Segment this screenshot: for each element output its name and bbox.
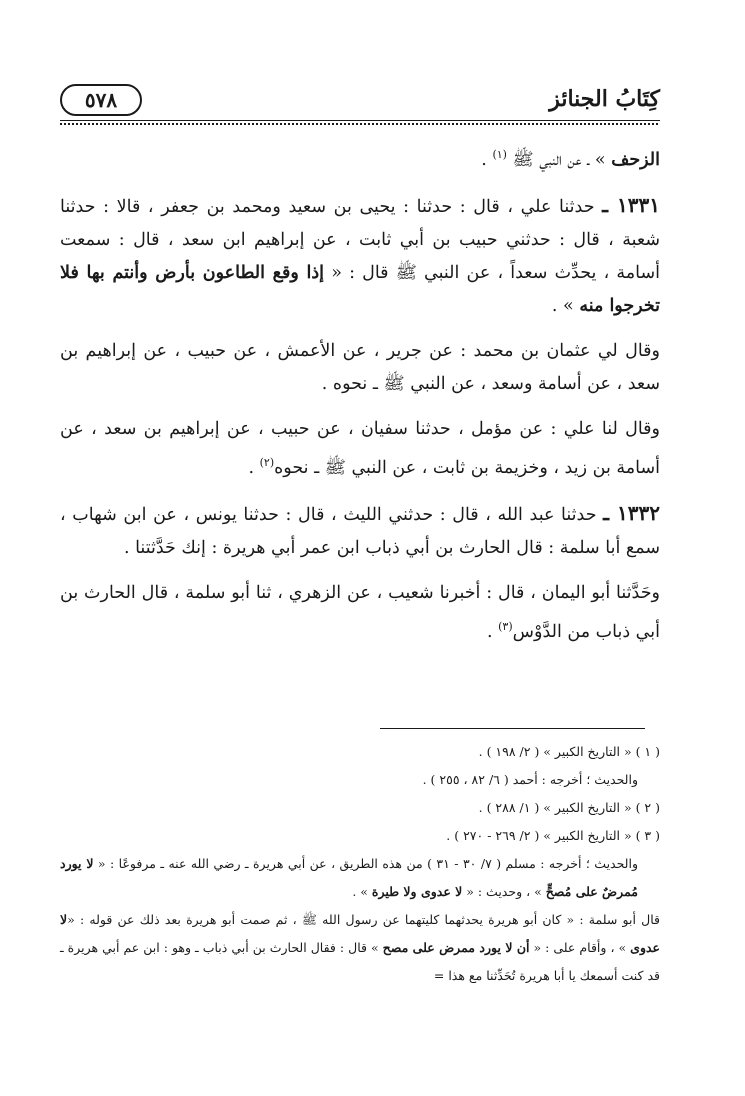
running-title: كِتَابُ الجنائز [549, 86, 660, 112]
text-span: . [248, 457, 260, 478]
page-number: ٥٧٨ [60, 84, 142, 116]
text-span: وقال لنا علي : عن مؤمل ، حدثنا سفيان ، عن حبيب ، عن إبراهيم بن سعد ، عن أسامة بن زيد ، وخزيمة بن ثابت ، عن النبي ﷺ ـ نحوه [60, 418, 660, 478]
paragraph-continuation [60, 138, 660, 177]
bold-quote: لا يورد مُمرضٌ على مُصحٍّ [60, 856, 638, 899]
footnote-ref: (١) [492, 148, 507, 161]
hadith-number: ١٣٣٢ ـ [603, 500, 660, 525]
bold-quote: لا عدوى [60, 912, 660, 955]
text-span: وحَدَّثنا أبو اليمان ، قال : أخبرنا شعيب ، عن الزهري ، ثنا أبو سلمة ، قال الحارث بن أبي ذباب من الدَّوْس [60, 582, 660, 642]
main-text [60, 138, 660, 648]
text-span: . [486, 621, 499, 642]
footnote-1-detail: والحديث ؛ أخرجه : أحمد ( ٦/ ٨٢ ، ٢٥٥ ) . [422, 772, 638, 787]
text-span: وقال لي عثمان بن محمد : عن جرير ، عن الأعمش ، عن حبيب ، عن إبراهيم بن سعد ، عن أسامة وسعد ، عن النبي ﷺ ـ نحوه . [60, 340, 660, 394]
footnote-3-detail [60, 850, 660, 906]
footnote-ref: (٢) [259, 455, 275, 469]
footnote-separator [380, 728, 645, 729]
footnote-3: ( ٣ ) « التاريخ الكبير » ( ٢/ ٢٦٩ - ٢٧٠ ) . [446, 828, 660, 843]
hadith-1332 [60, 497, 660, 565]
footnotes [60, 738, 660, 990]
header-rule [60, 120, 660, 125]
text-span: » ، وأقام على : « [529, 940, 631, 955]
footnote-2: ( ٢ ) « التاريخ الكبير » ( ١/ ٢٨٨ ) . [478, 800, 660, 815]
hadith-1331 [60, 189, 660, 323]
text-span: » . [352, 884, 372, 899]
hadith-matn: إذا وقع الطاعون بأرض وأنتم بها فلا تخرجوا منه [60, 262, 660, 316]
text-span: حدثنا عبد الله ، قال : حدثني الليث ، قال : حدثنا يونس ، عن ابن شهاب ، سمع أبا سلمة : قال الحارث بن أبي ذباب ابن عمر أبي هريرة : إنك حَدَّثتنا . [60, 504, 660, 558]
paragraph-chain-2 [60, 335, 660, 401]
text-span: والحديث ؛ أخرجه : مسلم ( ٧/ ٣٠ - ٣١ ) من هذه الطريق ، عن أبي هريرة ـ رضي الله عنه ـ مرفوعًا : « [93, 856, 638, 871]
text-span: . [481, 149, 493, 170]
text-span: حدثنا علي ، قال : حدثنا : يحيى بن سعيد ومحمد بن جعفر ، قالا : حدثنا شعبة ، قال : حدثني حبيب بن أبي ثابت ، عن إبراهيم ابن سعد ، قال : سمعت أسامة ، يحدِّث سعداً ، عن النبي ﷺ قال : « [60, 196, 660, 283]
hadith-number: ١٣٣١ ـ [602, 192, 660, 217]
paragraph-chain-5 [60, 577, 660, 649]
text-span: » ، وحديث : « [462, 884, 546, 899]
text-span: » قال : فقال الحارث بن أبي ذباب ـ وهو : ابن عم أبي هريرة ـ قد كنت أسمعك يا أبا هريرة تُحَدِّثنا مع هذا = [60, 940, 660, 983]
text-span: قال أبو سلمة : « كان أبو هريرة يحدثهما كليتهما عن رسول الله ﷺ ، ثم صمت أبو هريرة بعد ذلك عن قوله : « [67, 912, 660, 927]
bold-word: الزحف [611, 149, 660, 170]
bold-quote: لا عدوى ولا طيرة [371, 884, 463, 899]
paragraph-chain-3 [60, 413, 660, 485]
bold-quote: أن لا يورد ممرض على مصح [382, 940, 530, 955]
text-span: » ـ عن النبي ﷺ [506, 149, 612, 170]
text-span: » . [551, 295, 580, 316]
footnote-1: ( ١ ) « التاريخ الكبير » ( ٢/ ١٩٨ ) . [478, 744, 660, 759]
page-header [60, 84, 660, 124]
footnote-3-continued [60, 906, 660, 990]
footnote-ref: (٣) [498, 619, 513, 633]
